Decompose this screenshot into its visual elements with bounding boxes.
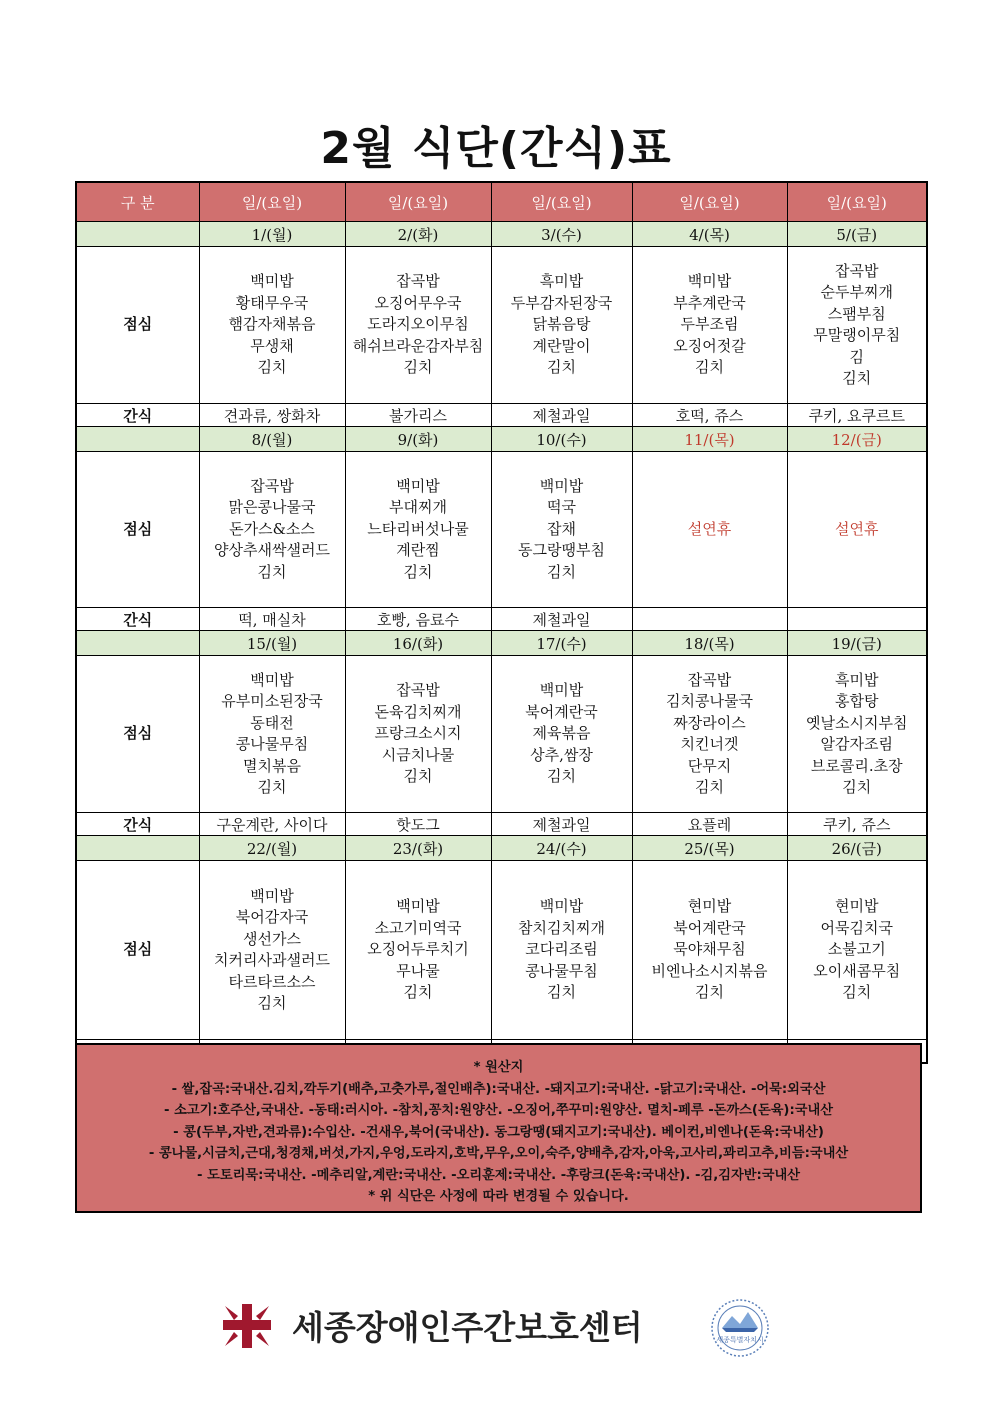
snack-cell: 핫도그 <box>345 813 491 836</box>
dish-item: 황태무우국 <box>235 293 309 312</box>
header-day-cell: 일/(요일) <box>199 182 345 222</box>
dish-item: 김치 <box>403 983 433 1002</box>
date-row-blank <box>76 427 199 452</box>
page-title: 2월 식단(간식)표 <box>320 123 672 174</box>
dish-item: 김치 <box>257 778 287 796</box>
dish-item: 동태전 <box>250 713 294 732</box>
city-seal-icon <box>708 1298 772 1358</box>
dish-item: 백미밥 <box>687 272 732 291</box>
snack-row <box>76 813 927 836</box>
dish-item: 계란찜 <box>396 541 440 560</box>
dish-item: 김치 <box>403 562 433 581</box>
dish-item: 두부감자된장국 <box>510 293 613 312</box>
seal-text: 세종특별자치시 <box>716 1336 764 1344</box>
date-cell: 5/(금) <box>787 222 927 247</box>
date-row <box>76 836 927 861</box>
lunch-row-label: 점심 <box>76 247 199 404</box>
header-label-cell: 구 분 <box>76 182 199 222</box>
dish-item: 김치 <box>257 994 287 1012</box>
lunch-cell <box>199 861 345 1040</box>
date-cell: 1/(월) <box>199 222 345 247</box>
dish-item: 느타리버섯나물 <box>367 519 469 538</box>
snack-row <box>76 404 927 427</box>
dish-item: 소고기미역국 <box>374 918 462 937</box>
dish-item: 도라지오이무침 <box>367 315 469 334</box>
snack-cell: 견과류, 쌍화차 <box>199 404 345 427</box>
date-cell: 23/(화) <box>345 836 491 861</box>
snack-cell: 호빵, 음료수 <box>345 608 491 631</box>
lunch-cell <box>345 452 491 608</box>
header-day-cell: 일/(요일) <box>345 182 491 222</box>
date-cell: 26/(금) <box>787 836 927 861</box>
dish-item: 상추,쌈장 <box>530 745 593 764</box>
dish-item: 떡국 <box>547 498 576 517</box>
dish-item: 오징어무우국 <box>374 293 462 312</box>
dish-item: 묵야채무침 <box>673 940 746 959</box>
dish-item: 김치 <box>842 369 872 387</box>
dish-item: 김치 <box>842 983 872 1002</box>
origin-line: - 도토리묵:국내산. -메추리알,계란:국내산. -오리훈제:국내산. -후랑크(돈육:국내산). -김,김자반:국내산 <box>197 1167 800 1183</box>
dish-item: 설연휴 <box>835 519 879 538</box>
dish-item: 돈육김치찌개 <box>374 702 462 721</box>
dish-item: 치커리사과샐러드 <box>214 951 330 969</box>
dish-item: 김 <box>849 347 864 366</box>
snack-cell: 제철과일 <box>491 404 632 427</box>
date-row <box>76 427 927 452</box>
dish-item: 단무지 <box>687 756 732 775</box>
dish-item: 김치 <box>403 358 433 377</box>
date-cell: 11/(목) <box>632 427 787 452</box>
dish-item: 잡곡밥 <box>396 681 440 700</box>
dish-item: 콩나물무침 <box>235 735 309 753</box>
date-cell: 10/(수) <box>491 427 632 452</box>
snack-cell: 불가리스 <box>345 404 491 427</box>
lunch-row <box>76 452 927 608</box>
dish-item: 시금치나물 <box>381 745 455 764</box>
dish-item: 김치 <box>842 778 872 796</box>
dish-item: 백미밥 <box>250 272 294 291</box>
dish-item: 백미밥 <box>250 886 294 905</box>
date-cell: 2/(화) <box>345 222 491 247</box>
dish-item: 소불고기 <box>827 940 886 959</box>
dish-item: 프랑크소시지 <box>374 724 462 743</box>
lunch-row-label: 점심 <box>76 452 199 608</box>
lunch-cell <box>491 861 632 1040</box>
dish-item: 김치 <box>547 983 576 1002</box>
origin-line: - 콩나물,시금치,근대,청경채,버섯,가지,우엉,도라지,호박,무우,오이,숙주,양배추,감자,아욱,고사리,꽈리고추,비듬:국내산 <box>148 1146 849 1161</box>
dish-item: 무생채 <box>250 336 294 355</box>
dish-item: 순두부찌개 <box>820 283 893 301</box>
dish-item: 김치 <box>257 358 287 377</box>
dish-item: 계란말이 <box>532 336 591 355</box>
dish-item: 치킨너겟 <box>680 735 739 753</box>
date-row <box>76 222 927 247</box>
dish-item: 현미밥 <box>687 897 732 916</box>
snack-cell: 요플레 <box>632 813 787 836</box>
dish-item: 부추계란국 <box>673 293 746 312</box>
dish-item: 짜장라이스 <box>673 713 746 732</box>
date-cell: 18/(목) <box>632 631 787 656</box>
snack-cell <box>632 608 787 631</box>
dish-item: 백미밥 <box>396 476 440 495</box>
dish-item: 해쉬브라운감자부침 <box>352 336 484 355</box>
lunch-cell <box>345 861 491 1040</box>
snack-cell: 제철과일 <box>491 608 632 631</box>
lunch-cell <box>632 656 787 813</box>
dish-item: 잡곡밥 <box>250 476 294 495</box>
date-cell: 12/(금) <box>787 427 927 452</box>
lunch-row <box>76 656 927 813</box>
lunch-row-label: 점심 <box>76 656 199 813</box>
table-header-row <box>76 182 927 222</box>
dish-item: 잡곡밥 <box>396 272 440 291</box>
date-cell: 24/(수) <box>491 836 632 861</box>
date-row-blank <box>76 836 199 861</box>
dish-item: 코다리조림 <box>525 940 598 959</box>
dish-item: 김치 <box>695 983 724 1002</box>
dish-item: 김치 <box>547 562 576 581</box>
dish-item: 오징어젓갈 <box>673 336 746 355</box>
dish-item: 흑미밥 <box>835 670 879 689</box>
dish-item: 옛날소시지부침 <box>806 713 908 732</box>
dish-item: 백미밥 <box>539 897 584 916</box>
date-cell: 22/(월) <box>199 836 345 861</box>
dish-item: 김치 <box>403 767 433 786</box>
origin-line: - 쌀,잡곡:국내산.김치,깍두기(배추,고춧가루,절인배추):국내산. -돼지고기:국내산. -닭고기:국내산. -어묵:외국산 <box>171 1081 826 1097</box>
dish-item: 무나물 <box>396 961 440 980</box>
date-row-blank <box>76 222 199 247</box>
origin-heading: * 원산지 <box>473 1060 524 1075</box>
origin-info-box <box>75 1043 922 1213</box>
caritas-cross-logo-icon <box>220 1302 274 1350</box>
snack-cell: 제철과일 <box>491 813 632 836</box>
lunch-cell <box>345 656 491 813</box>
dish-item: 브로콜리.초장 <box>810 756 903 775</box>
center-name: 세종장애인주간보호센터 <box>292 1308 643 1347</box>
dish-item: 북어감자국 <box>235 908 309 926</box>
date-cell: 15/(월) <box>199 631 345 656</box>
header-day-cell: 일/(요일) <box>632 182 787 222</box>
origin-notice: * 위 식단은 사정에 따라 변경될 수 있습니다. <box>368 1189 629 1204</box>
lunch-cell <box>787 861 927 1040</box>
dish-item: 동그랑땡부침 <box>518 541 605 560</box>
dish-item: 두부조림 <box>680 315 739 334</box>
lunch-cell <box>491 247 632 404</box>
dish-item: 김치 <box>547 767 576 786</box>
dish-item: 양상추새싹샐러드 <box>214 541 330 560</box>
lunch-cell <box>787 452 927 608</box>
lunch-cell <box>199 247 345 404</box>
snack-row-label: 간식 <box>76 404 199 427</box>
dish-item: 백미밥 <box>250 670 294 689</box>
lunch-cell <box>199 452 345 608</box>
lunch-cell <box>345 247 491 404</box>
date-cell: 25/(목) <box>632 836 787 861</box>
lunch-row <box>76 861 927 1040</box>
dish-item: 돈가스&소스 <box>229 519 315 538</box>
snack-cell: 떡, 매실차 <box>199 608 345 631</box>
snack-cell: 쿠키, 요쿠르트 <box>787 404 927 427</box>
dish-item: 백미밥 <box>396 897 440 916</box>
dish-item: 어묵김치국 <box>820 918 893 937</box>
dish-item: 오징어두루치기 <box>367 940 469 959</box>
dish-item: 생선가스 <box>243 929 301 948</box>
dish-item: 홍합탕 <box>835 692 879 710</box>
header-day-cell: 일/(요일) <box>787 182 927 222</box>
dish-item: 햄감자채볶음 <box>228 315 316 334</box>
origin-line: - 소고기:호주산,국내산. -동태:러시아. -참치,꽁치:원양산. -오징어,쭈꾸미:원양산. 멸치-페루 -돈까스(돈육):국내산 <box>164 1103 833 1118</box>
dish-item: 김치콩나물국 <box>666 692 753 710</box>
dish-item: 잡곡밥 <box>687 670 732 689</box>
footer <box>220 1298 780 1358</box>
dish-item: 유부미소된장국 <box>221 692 323 710</box>
meal-schedule-table <box>75 181 928 1064</box>
date-cell: 3/(수) <box>491 222 632 247</box>
lunch-row <box>76 247 927 404</box>
snack-cell: 구운계란, 사이다 <box>199 813 345 836</box>
dish-item: 맑은콩나물국 <box>228 498 316 517</box>
dish-item: 잡곡밥 <box>835 261 879 280</box>
snack-cell: 쿠키, 쥬스 <box>787 813 927 836</box>
lunch-cell <box>787 656 927 813</box>
dish-item: 잡채 <box>547 519 576 538</box>
lunch-cell <box>632 247 787 404</box>
lunch-cell <box>787 247 927 404</box>
dish-item: 알감자조림 <box>820 735 893 753</box>
dish-item: 김치 <box>695 778 724 796</box>
dish-item: 흑미밥 <box>539 272 584 291</box>
dish-item: 북어계란국 <box>673 918 746 937</box>
snack-row-label: 간식 <box>76 608 199 631</box>
dish-item: 제육볶음 <box>532 724 591 743</box>
dish-item: 부대찌개 <box>389 498 447 517</box>
header-day-cell: 일/(요일) <box>491 182 632 222</box>
lunch-cell <box>632 452 787 608</box>
lunch-cell <box>491 452 632 608</box>
dish-item: 닭볶음탕 <box>532 315 591 334</box>
dish-item: 설연휴 <box>687 519 732 538</box>
dish-item: 비엔나소시지볶음 <box>651 961 768 980</box>
date-cell: 9/(화) <box>345 427 491 452</box>
snack-row-label: 간식 <box>76 813 199 836</box>
lunch-cell <box>199 656 345 813</box>
snack-cell: 호떡, 쥬스 <box>632 404 787 427</box>
dish-item: 타르타르소스 <box>228 972 316 991</box>
date-cell: 17/(수) <box>491 631 632 656</box>
dish-item: 콩나물무침 <box>525 961 598 980</box>
dish-item: 현미밥 <box>835 897 879 916</box>
origin-line: - 콩(두부,자반,견과류):수입산. -건새우,북어(국내산). 동그랑땡(돼지고기:국내산). 베이컨,비엔나(돈육:국내산) <box>173 1124 824 1140</box>
lunch-cell <box>632 861 787 1040</box>
dish-item: 김치 <box>257 562 287 581</box>
dish-item: 오이새콤무침 <box>813 961 901 980</box>
dish-item: 김치 <box>547 358 576 377</box>
date-cell: 19/(금) <box>787 631 927 656</box>
date-cell: 4/(목) <box>632 222 787 247</box>
date-row-blank <box>76 631 199 656</box>
lunch-cell <box>491 656 632 813</box>
dish-item: 김치 <box>695 358 724 377</box>
date-cell: 16/(화) <box>345 631 491 656</box>
dish-item: 참치김치찌개 <box>518 918 605 937</box>
dish-item: 멸치볶음 <box>243 756 301 775</box>
lunch-row-label: 점심 <box>76 861 199 1040</box>
snack-cell <box>787 608 927 631</box>
dish-item: 백미밥 <box>539 681 584 700</box>
date-row <box>76 631 927 656</box>
dish-item: 무말랭이무침 <box>813 326 901 344</box>
dish-item: 백미밥 <box>539 476 584 495</box>
date-cell: 8/(월) <box>199 427 345 452</box>
dish-item: 스팸부침 <box>827 304 886 323</box>
dish-item: 북어계란국 <box>525 702 598 721</box>
snack-row <box>76 608 927 631</box>
